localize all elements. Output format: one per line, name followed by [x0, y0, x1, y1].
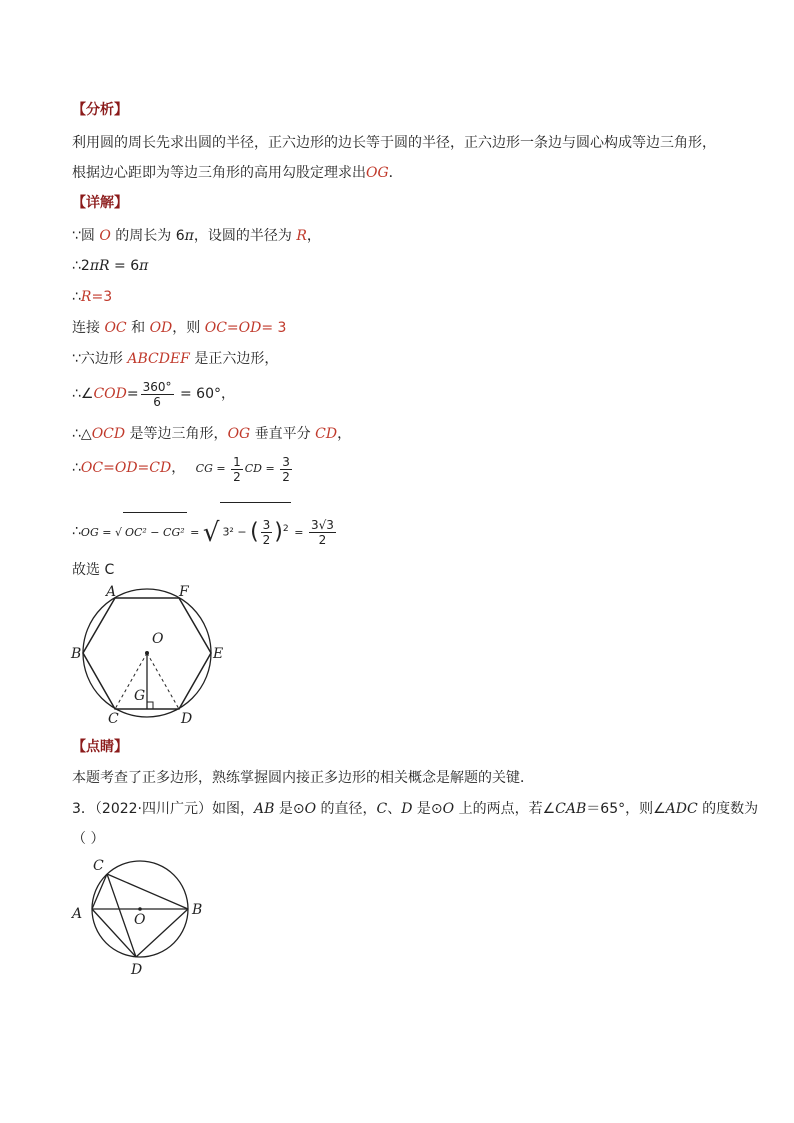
analysis-line-1: 利用圆的周长先求出圆的半径，正六边形的边长等于圆的半径，正六边形一条边与圆心构成等边三角形， [72, 135, 716, 151]
label-g: G [134, 688, 146, 704]
right-angle-mark [147, 702, 153, 709]
analysis-heading: 【分析】 [72, 102, 128, 118]
step-8: ∴OC=OD=CD， CG = $\frac{1}{2}$ CD = $\frac{3}{2}$ [72, 454, 290, 484]
figure-hexagon-circle [66, 580, 246, 730]
segment-ac [92, 874, 107, 909]
question-3-line-1: 3．（2022·四川广元）如图，AB 是⊙O 的直径，C、D 是⊙O 上的两点，若∠CAB＝65°，则∠ADC 的度数为 [72, 801, 759, 817]
label-c-2: C [93, 858, 104, 874]
step-3: ∴R=3 [72, 289, 113, 305]
segment-cb [107, 874, 188, 909]
detail-heading: 【详解】 [72, 195, 128, 211]
question-3-line-2: （ ） [72, 831, 105, 847]
step-9: ∴OG = √ OC² − CG² = √ 3² − ( $\frac{3}{2}$ )$^2$ = $\frac{3√3}{2}$ [72, 502, 338, 553]
center-point-o-2 [138, 907, 142, 911]
label-b-2: B [192, 902, 203, 918]
step-1: ∵圆 O 的周长为 6π，设圆的半径为 R， [72, 228, 321, 244]
label-b: B [71, 646, 82, 662]
step-2: ∴2πR = 6π [72, 258, 149, 274]
comment-text: 本题考查了正多边形，熟练掌握圆内接正多边形的相关概念是解题的关键． [72, 770, 534, 786]
label-d: D [181, 711, 193, 727]
analysis-line-2: 根据边心距即为等边三角形的高用勾股定理求出OG． [72, 165, 403, 181]
step-4: 连接 OC 和 OD，则 OC=OD= 3 [72, 320, 287, 336]
segment-cd [107, 874, 136, 957]
segment-od [147, 653, 179, 709]
comment-heading: 【点睛】 [72, 739, 128, 755]
label-a-2: A [72, 906, 83, 922]
center-point-o [145, 651, 149, 655]
fraction-360-over-6: $\frac{360^\circ}{6}$ [142, 379, 172, 409]
step-7: ∴△OCD 是等边三角形，OG 垂直平分 CD， [72, 426, 352, 442]
step-6: ∴∠COD= $\frac{360^\circ}{6}$ = 60°， [72, 379, 235, 409]
step-5: ∵六边形 ABCDEF 是正六边形， [72, 351, 279, 367]
label-a: A [106, 584, 117, 600]
label-e: E [213, 646, 224, 662]
label-d-2: D [131, 962, 143, 978]
label-c: C [108, 711, 119, 727]
label-f: F [179, 584, 189, 600]
figure-circle-diameter [66, 852, 216, 982]
answer-line: 故选 C [72, 562, 115, 578]
label-o: O [152, 631, 164, 647]
label-o-2: O [134, 912, 146, 928]
